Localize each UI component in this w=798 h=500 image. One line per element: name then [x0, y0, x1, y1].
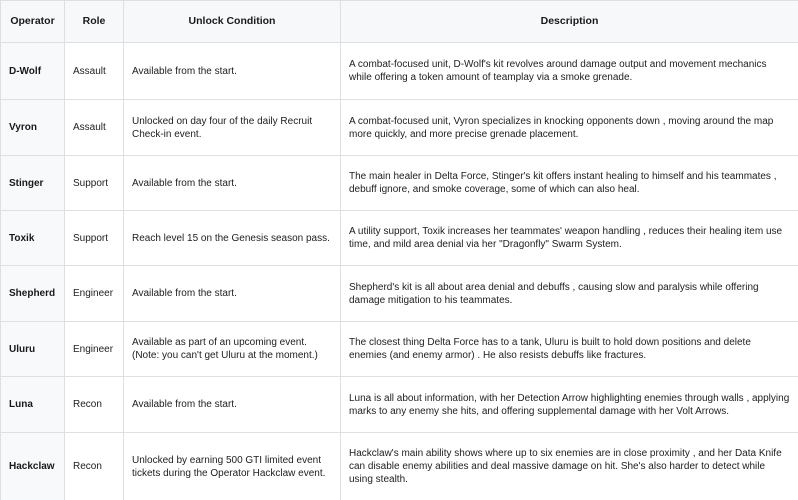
- column-header-description: Description: [341, 1, 798, 43]
- operator-cell: D-Wolf: [1, 43, 65, 100]
- header-row: [1, 1, 798, 43]
- unlock-cell: Unlocked by earning 500 GTI limited event tickets during the Operator Hackclaw event.: [124, 433, 341, 500]
- operator-cell: Luna: [1, 377, 65, 433]
- role-cell: Recon: [65, 377, 124, 433]
- role-cell: Engineer: [65, 322, 124, 377]
- unlock-cell: Unlocked on day four of the daily Recruit Check-in event.: [124, 100, 341, 156]
- description-cell: A utility support, Toxik increases her teammates' weapon handling , reduces their healing item use time, and mild area denial via her "Dragonfly" Swarm System.: [341, 211, 798, 266]
- table-row: [1, 322, 798, 377]
- unlock-cell: Available from the start.: [124, 377, 341, 433]
- column-header-operator: Operator: [1, 1, 65, 43]
- unlock-cell: Available from the start.: [124, 156, 341, 211]
- description-cell: The closest thing Delta Force has to a tank, Uluru is built to hold down positions and delete enemies (and enemy armor) . He also resists debuffs like fractures.: [341, 322, 798, 377]
- role-cell: Assault: [65, 43, 124, 100]
- operator-cell: Vyron: [1, 100, 65, 156]
- table-row: [1, 377, 798, 433]
- unlock-cell: Reach level 15 on the Genesis season pass.: [124, 211, 341, 266]
- table-row: [1, 43, 798, 100]
- operator-cell: Toxik: [1, 211, 65, 266]
- role-cell: Assault: [65, 100, 124, 156]
- description-cell: Hackclaw's main ability shows where up to six enemies are in close proximity , and her Data Knife can disable enemy abilities and deal massive damage on hit. She's also harder to detect while using stealth.: [341, 433, 798, 500]
- table-row: [1, 100, 798, 156]
- role-cell: Engineer: [65, 266, 124, 322]
- column-header-unlock-condition: Unlock Condition: [124, 1, 341, 43]
- operator-cell: Stinger: [1, 156, 65, 211]
- description-cell: Luna is all about information, with her Detection Arrow highlighting enemies through walls , applying marks to any enemy she hits, and offering supplemental damage with her Volt Arrows.: [341, 377, 798, 433]
- operator-cell: Uluru: [1, 322, 65, 377]
- operator-cell: Shepherd: [1, 266, 65, 322]
- unlock-cell: Available from the start.: [124, 266, 341, 322]
- unlock-cell: Available from the start.: [124, 43, 341, 100]
- description-cell: A combat-focused unit, D-Wolf's kit revolves around damage output and movement mechanics while offering a token amount of teamplay via a smoke grenade.: [341, 43, 798, 100]
- role-cell: Support: [65, 156, 124, 211]
- role-cell: Recon: [65, 433, 124, 500]
- description-cell: The main healer in Delta Force, Stinger's kit offers instant healing to himself and his teammates , debuff ignore, and smoke coverage, some of which can also heal.: [341, 156, 798, 211]
- operator-cell: Hackclaw: [1, 433, 65, 500]
- table-row: [1, 211, 798, 266]
- table-row: [1, 156, 798, 211]
- table-row: [1, 433, 798, 500]
- table-row: [1, 266, 798, 322]
- unlock-cell: Available as part of an upcoming event. (Note: you can't get Uluru at the moment.): [124, 322, 341, 377]
- description-cell: Shepherd's kit is all about area denial and debuffs , causing slow and paralysis while offering damage mitigation to his teammates.: [341, 266, 798, 322]
- column-header-role: Role: [65, 1, 124, 43]
- description-cell: A combat-focused unit, Vyron specializes in knocking opponents down , moving around the map more quickly, and more precise grenade placement.: [341, 100, 798, 156]
- role-cell: Support: [65, 211, 124, 266]
